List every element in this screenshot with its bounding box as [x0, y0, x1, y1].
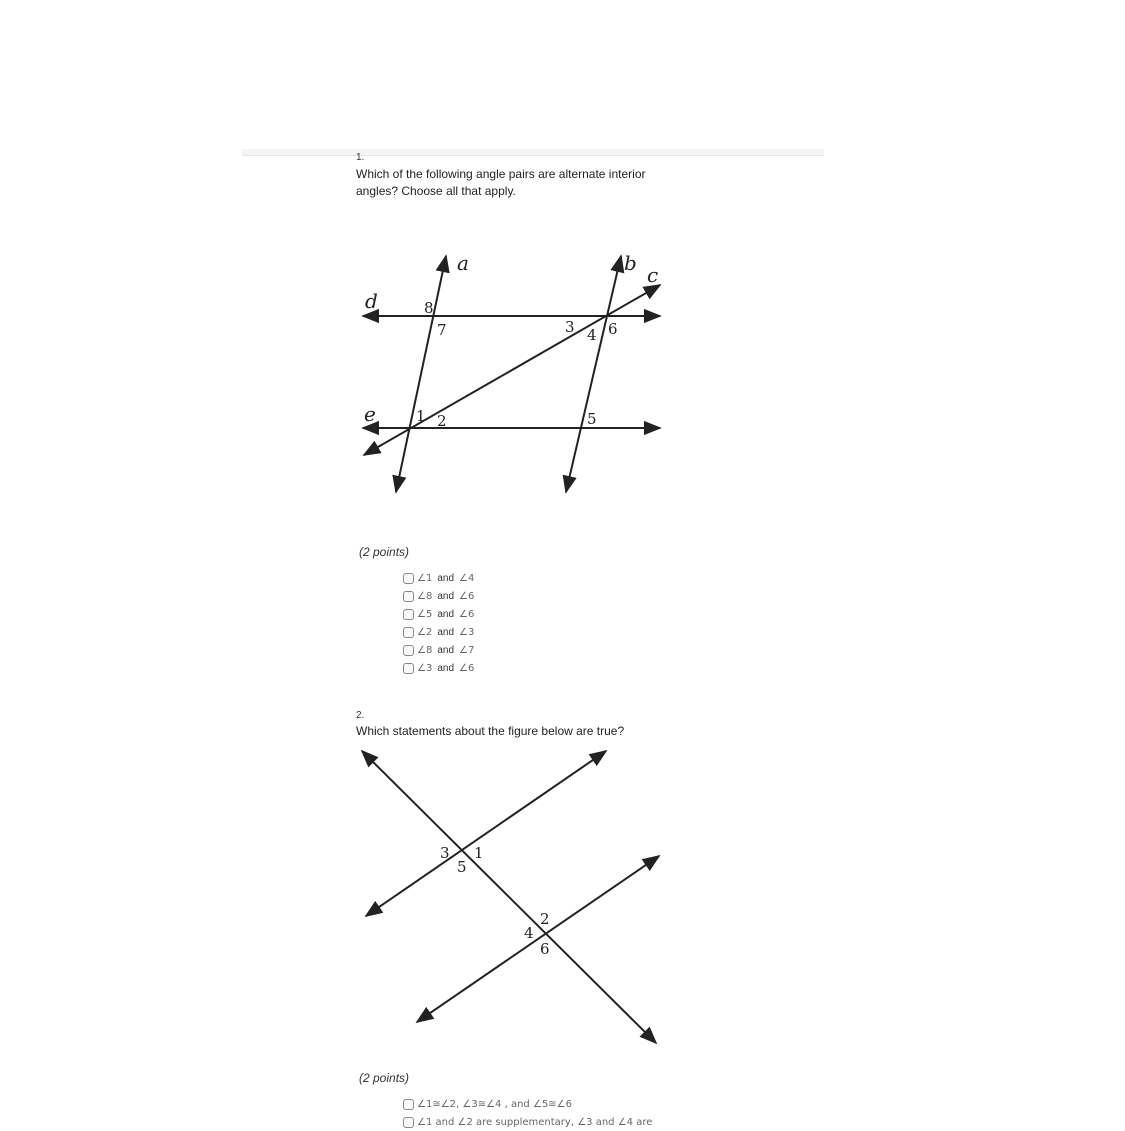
q1-option-2[interactable]: ∠8 and ∠6	[403, 587, 474, 605]
angle-label-8: 8	[424, 299, 434, 317]
q1-option-5-checkbox[interactable]	[403, 645, 414, 656]
angle-label-7: 7	[437, 321, 447, 339]
angle-label-5: 5	[457, 858, 467, 876]
q1-option-4-checkbox[interactable]	[403, 627, 414, 638]
line-c	[364, 285, 660, 455]
line-a	[396, 256, 446, 492]
question-1-options	[403, 569, 474, 677]
line-label-c: c	[647, 263, 659, 287]
angle-label-6: 6	[608, 320, 618, 338]
question-1-text: Which of the following angle pairs are alternate interior angles? Choose all that apply.	[356, 167, 646, 198]
q1-option-3-checkbox[interactable]	[403, 609, 414, 620]
q1-option-3[interactable]: ∠5 and ∠6	[403, 605, 474, 623]
line-label-d: d	[365, 289, 378, 313]
question-2-text: Which statements about the figure below are true?	[356, 724, 625, 738]
question-2-points: (2 points)	[359, 1071, 410, 1085]
angle-label-4: 4	[587, 326, 597, 344]
line-label-b: b	[624, 251, 637, 275]
q1-option-5[interactable]: ∠8 and ∠7	[403, 641, 474, 659]
upper-parallel-line	[366, 751, 606, 916]
angle-label-6: 6	[540, 940, 550, 958]
angle-label-1: 1	[416, 407, 426, 425]
question-2-options	[403, 1095, 652, 1131]
q2-option-1-checkbox[interactable]	[403, 1099, 414, 1110]
question-2-number: 2.	[356, 710, 365, 721]
line-label-a: a	[457, 251, 469, 275]
page-top-divider	[242, 149, 824, 156]
q2-option-2-checkbox[interactable]	[403, 1117, 414, 1128]
question-1-points: (2 points)	[359, 545, 410, 559]
angle-label-2: 2	[540, 910, 550, 928]
q1-option-6[interactable]: ∠3 and ∠6	[403, 659, 474, 677]
question-1-number: 1.	[356, 152, 365, 163]
q1-option-1[interactable]: ∠1 and ∠4	[403, 569, 474, 587]
transversal-line	[362, 751, 656, 1043]
q2-option-1[interactable]: ∠1≅∠2, ∠3≅∠4 , and ∠5≅∠6	[403, 1095, 652, 1113]
line-b	[566, 256, 621, 492]
q1-option-2-checkbox[interactable]	[403, 591, 414, 602]
q1-option-1-checkbox[interactable]	[403, 573, 414, 584]
lower-parallel-line	[417, 856, 659, 1022]
angle-label-1: 1	[474, 844, 484, 862]
angle-label-2: 2	[437, 412, 447, 430]
line-label-e: e	[364, 402, 376, 426]
angle-label-4: 4	[524, 924, 534, 942]
angle-label-3: 3	[565, 318, 575, 336]
q1-option-4[interactable]: ∠2 and ∠3	[403, 623, 474, 641]
angle-label-3: 3	[440, 844, 450, 862]
question-2-figure	[355, 745, 665, 1050]
question-1-figure	[350, 245, 670, 505]
q1-option-6-checkbox[interactable]	[403, 663, 414, 674]
q2-option-2[interactable]: ∠1 and ∠2 are supplementary, ∠3 and ∠4 are	[403, 1113, 652, 1131]
angle-label-5: 5	[587, 410, 597, 428]
